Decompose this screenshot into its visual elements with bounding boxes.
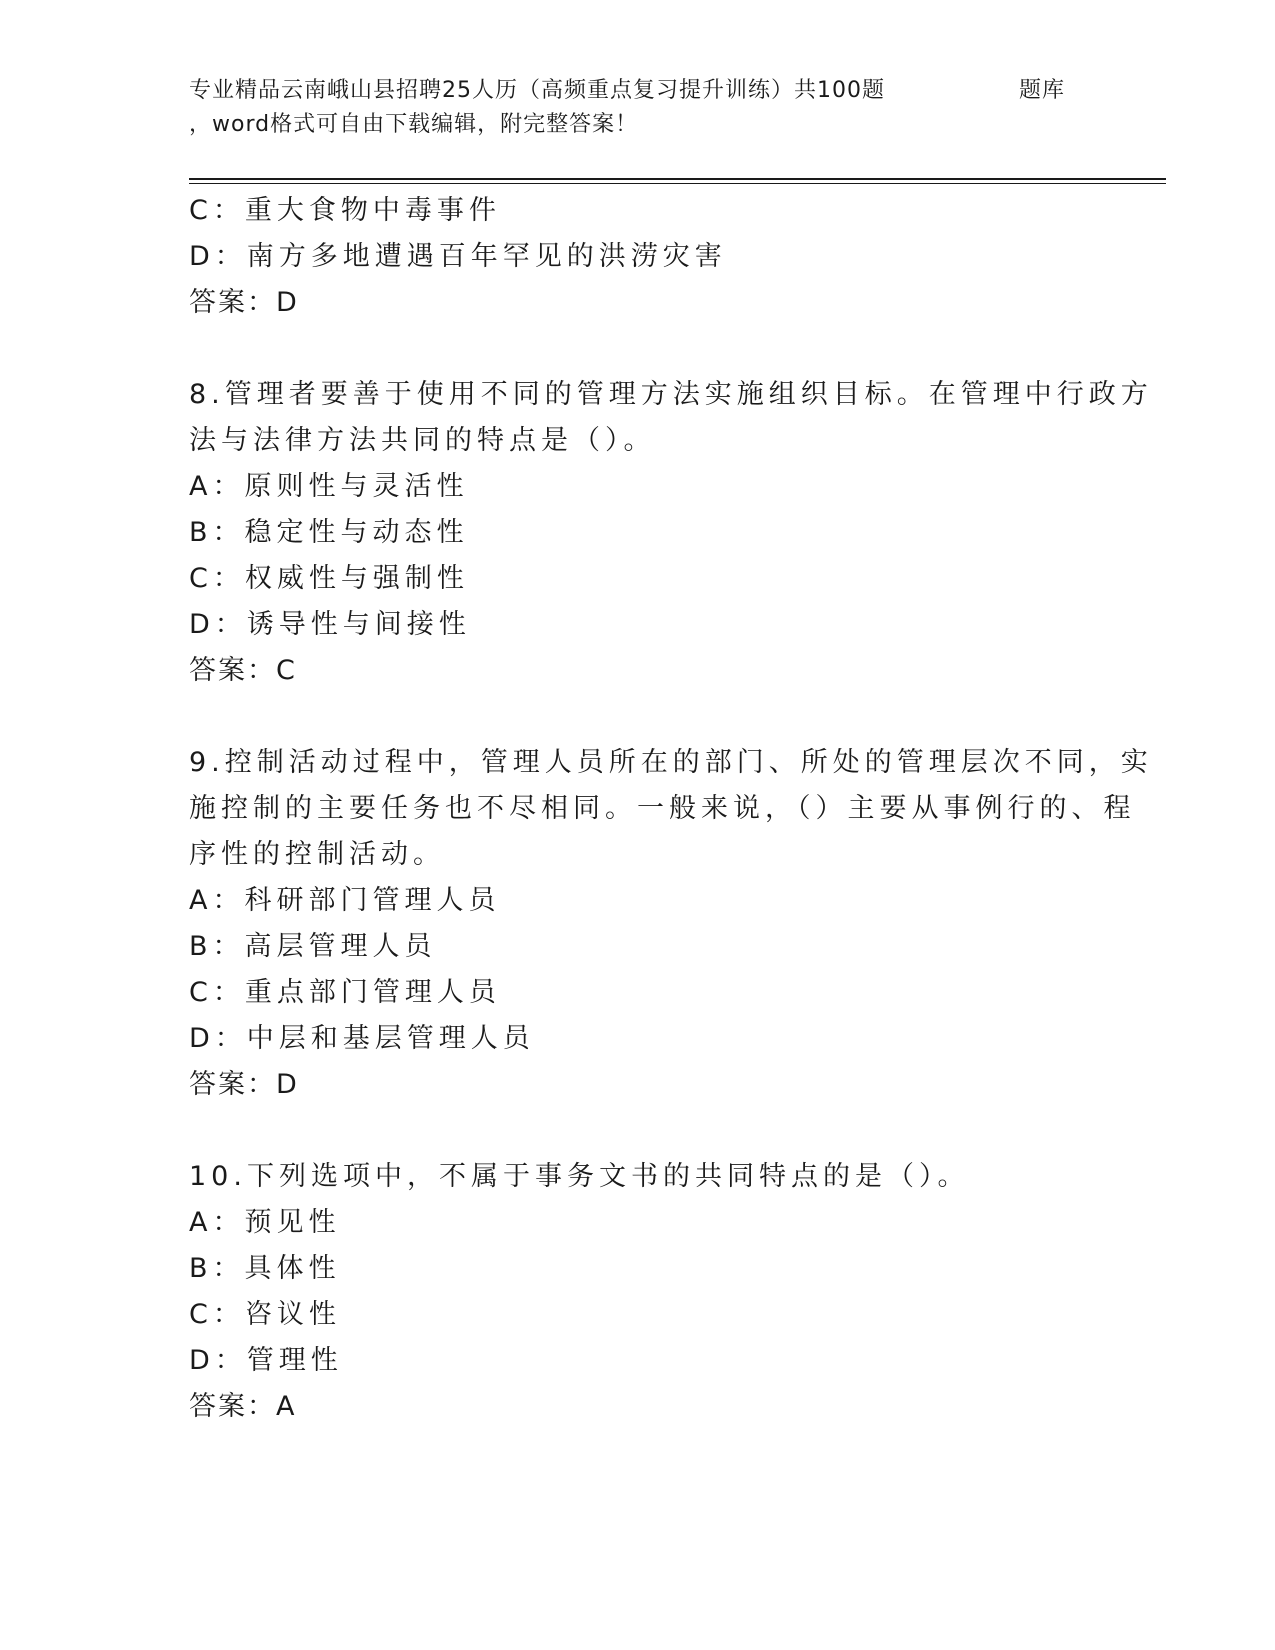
question-7-fragment: [189, 188, 1089, 326]
question-8-stem-line-1: 8.管理者要善于使用不同的管理方法实施组织目标。在管理中行政方: [189, 379, 1153, 410]
question-7-option-d: D：南方多地遭遇百年罕见的洪涝灾害: [189, 241, 727, 272]
spacer: [189, 694, 1089, 740]
question-9-option-b: B：高层管理人员: [189, 931, 437, 962]
question-10-stem-line-1: 10.下列选项中，不属于事务文书的共同特点的是（）。: [189, 1161, 970, 1192]
question-10-option-b: B：具体性: [189, 1253, 341, 1284]
question-10-option-a: A：预见性: [189, 1207, 341, 1238]
document-title: 专业精品云南峨山县招聘25人历（高频重点复习提升训练）共100题: [189, 78, 885, 103]
question-9-option-d: D：中层和基层管理人员: [189, 1023, 535, 1054]
question-10-option-c: C：咨议性: [189, 1299, 341, 1330]
question-7-option-c: C：重大食物中毒事件: [189, 195, 501, 226]
page-header: [189, 74, 1079, 144]
question-10-option-d: D：管理性: [189, 1345, 343, 1376]
header-divider-thin: [189, 183, 1166, 184]
header-divider-thick: [189, 178, 1166, 180]
question-8-option-d: D：诱导性与间接性: [189, 609, 471, 640]
question-10: [189, 1154, 1089, 1430]
question-8-option-c: C：权威性与强制性: [189, 563, 469, 594]
question-8-answer: 答案：C: [189, 655, 297, 686]
question-9-stem-line-1: 9.控制活动过程中，管理人员所在的部门、所处的管理层次不同，实: [189, 747, 1153, 778]
spacer: [189, 1108, 1089, 1154]
question-8-stem-line-2: 法与法律方法共同的特点是（）。: [189, 425, 656, 456]
question-list: [189, 188, 1153, 1430]
question-8-option-a: A：原则性与灵活性: [189, 471, 469, 502]
document-tag: 题库: [1019, 78, 1066, 103]
question-9-answer: 答案：D: [189, 1069, 299, 1100]
document-subtitle: ，word格式可自由下载编辑，附完整答案！: [189, 112, 639, 137]
question-8: [189, 372, 1153, 694]
question-9-stem-line-2: 施控制的主要任务也不尽相同。一般来说，（）主要从事例行的、程: [189, 793, 1136, 824]
question-9-stem-line-3: 序性的控制活动。: [189, 839, 445, 870]
question-9-option-c: C：重点部门管理人员: [189, 977, 501, 1008]
spacer: [189, 326, 1089, 372]
question-7-answer: 答案：D: [189, 287, 299, 318]
question-8-option-b: B：稳定性与动态性: [189, 517, 469, 548]
question-10-answer: 答案：A: [189, 1391, 297, 1422]
question-9: [189, 740, 1153, 1108]
question-9-option-a: A：科研部门管理人员: [189, 885, 501, 916]
